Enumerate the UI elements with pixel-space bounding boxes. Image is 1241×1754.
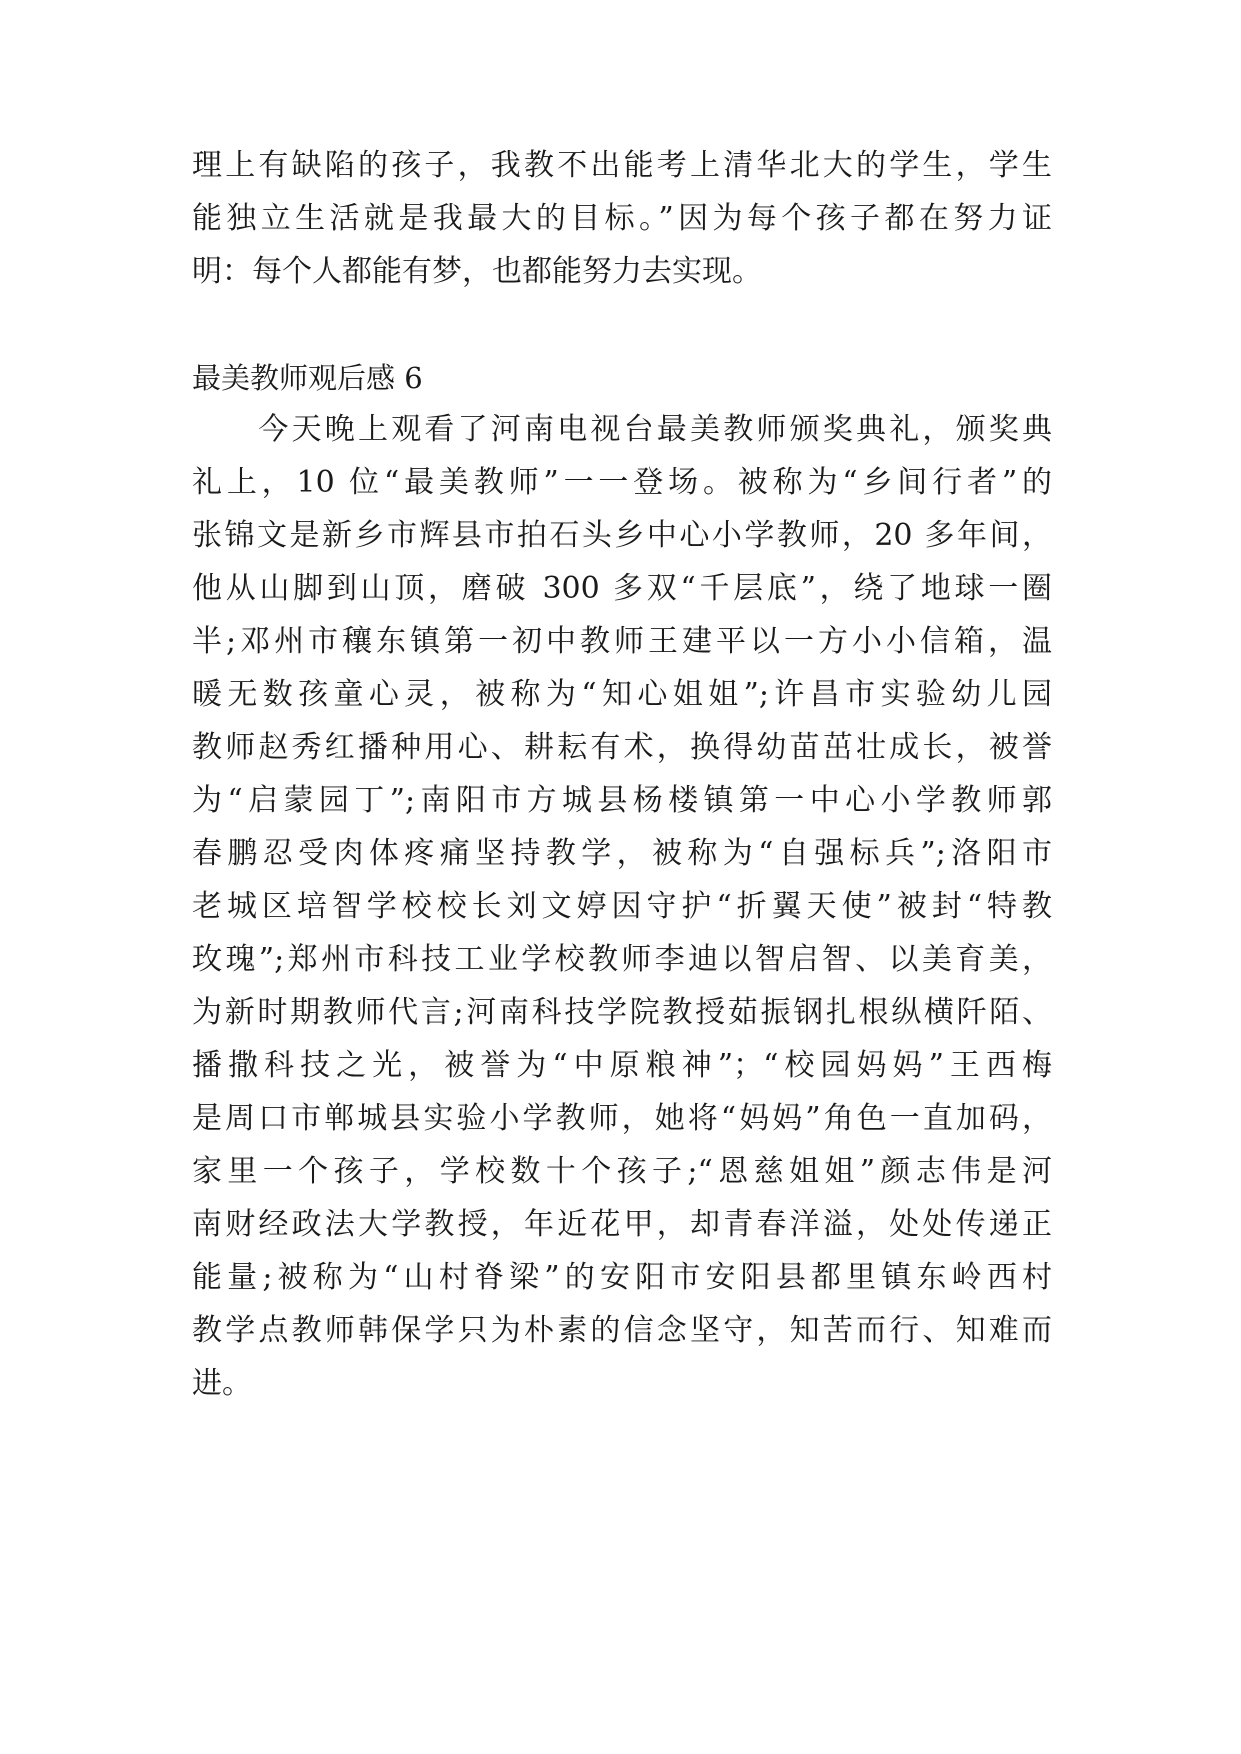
text-line: 能独立生活就是我最大的目标。”因为每个孩子都在努力证 — [192, 201, 1052, 236]
text-line: 为新时期教师代言;河南科技学院教授茹振钢扎根纵横阡陌、 — [192, 995, 1052, 1030]
text-line: 今天晚上观看了河南电视台最美教师颁奖典礼，颁奖典 — [192, 412, 1052, 447]
text-line: 半;邓州市穰东镇第一初中教师王建平以一方小小信箱，温 — [192, 624, 1052, 659]
text-line: 暖无数孩童心灵，被称为“知心姐姐”;许昌市实验幼儿园 — [192, 677, 1052, 712]
text-line: 家里一个孩子，学校数十个孩子;“恩慈姐姐”颜志伟是河 — [192, 1154, 1052, 1189]
text-line: 是周口市郸城县实验小学教师，她将“妈妈”角色一直加码， — [192, 1101, 1052, 1136]
text-line: 播撒科技之光，被誉为“中原粮神”；“校园妈妈”王西梅 — [192, 1048, 1052, 1083]
text-line: 礼上，10 位“最美教师”一一登场。被称为“乡间行者”的 — [192, 465, 1052, 500]
text-line: 进。 — [192, 1366, 252, 1401]
text-line: 教师赵秀红播种用心、耕耘有术，换得幼苗茁壮成长，被誉 — [192, 730, 1052, 765]
section-title: 最美教师观后感 6 — [192, 361, 423, 395]
text-line: 能量;被称为“山村脊梁”的安阳市安阳县都里镇东岭西村 — [192, 1260, 1052, 1295]
text-line: 教学点教师韩保学只为朴素的信念坚守，知苦而行、知难而 — [192, 1313, 1052, 1348]
text-line: 春鹏忍受肉体疼痛坚持教学，被称为“自强标兵”;洛阳市 — [192, 836, 1052, 871]
text-line: 理上有缺陷的孩子，我教不出能考上清华北大的学生，学生 — [192, 148, 1052, 183]
text-line: 南财经政法大学教授，年近花甲，却青春洋溢，处处传递正 — [192, 1207, 1052, 1242]
text-line: 老城区培智学校校长刘文婷因守护“折翼天使”被封“特教 — [192, 889, 1052, 924]
text-line: 张锦文是新乡市辉县市拍石头乡中心小学教师，20 多年间， — [192, 518, 1052, 553]
text-line: 他从山脚到山顶，磨破 300 多双“千层底”，绕了地球一圈 — [192, 571, 1052, 606]
text-line: 为“启蒙园丁”;南阳市方城县杨楼镇第一中心小学教师郭 — [192, 783, 1052, 818]
text-line: 明：每个人都能有梦，也都能努力去实现。 — [192, 254, 762, 289]
text-line: 玫瑰”;郑州市科技工业学校教师李迪以智启智、以美育美， — [192, 942, 1052, 977]
